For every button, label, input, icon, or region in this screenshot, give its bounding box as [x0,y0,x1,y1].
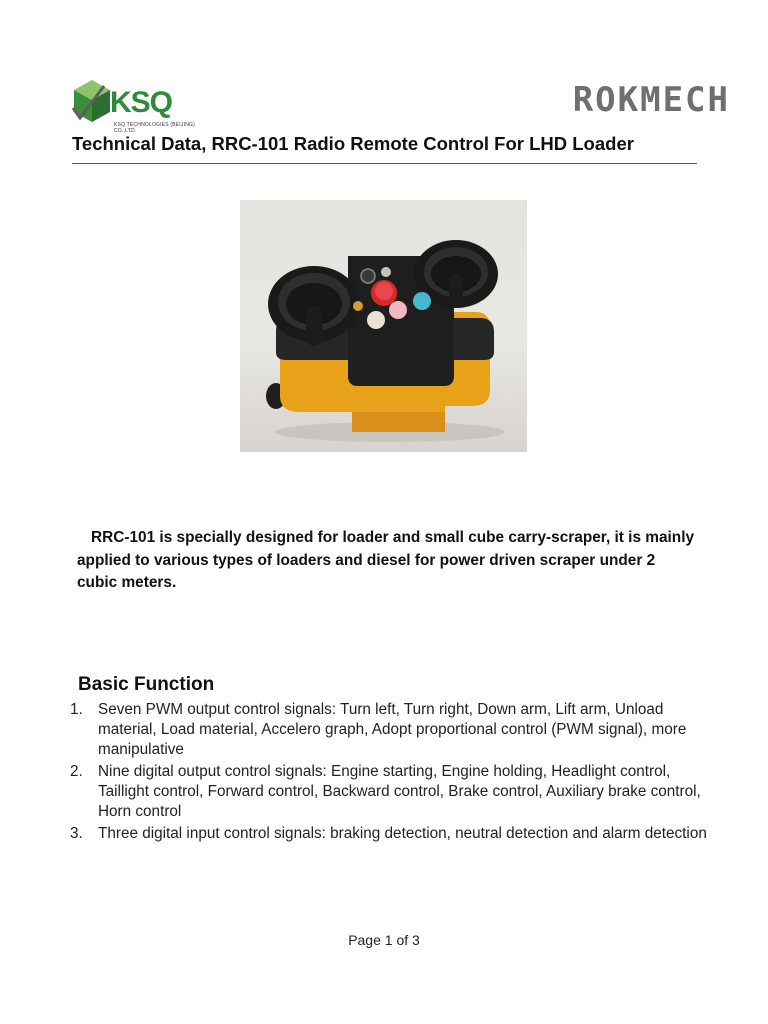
list-item-text: Three digital input control signals: braking detection, neutral detection and alarm detection [98,825,707,842]
product-photo [240,200,527,452]
list-item-text: Seven PWM output control signals: Turn left, Turn right, Down arm, Lift arm, Unload material, Load material, Accelero graph, Adopt proportional control (PWM signal), more manipulative [98,701,687,758]
page-number: Page 1 of 3 [348,932,420,948]
intro-text: RRC-101 is specially designed for loader and small cube carry-scraper, it is mainly applied to various types of loaders and diesel for power driven scraper under 2 cubic meters. [77,529,695,591]
intro-paragraph [77,527,697,595]
list-item-number: 2. [70,763,83,780]
list-item [70,700,710,760]
rokmech-logo: ROKMECH [572,80,730,120]
document-title: Technical Data, RRC-101 Radio Remote Control For LHD Loader [72,133,634,154]
ksq-logo [70,76,210,132]
section-heading: Basic Function [78,674,215,695]
ksq-logo-subtitle: KSQ TECHNOLOGIES (BEIJING) CO.,LTD. [114,122,195,134]
list-item [70,762,710,822]
ksq-cube-icon [72,78,112,124]
remote-control-illustration [240,200,527,452]
title-divider [72,163,697,164]
function-list [70,700,710,846]
list-item-number: 1. [70,701,83,718]
list-item-number: 3. [70,825,83,842]
ksq-logo-text: KSQ [110,86,173,119]
list-item-text: Nine digital output control signals: Engine starting, Engine holding, Headlight control, Taillight control, Forward control, Backward control, Brake control, Auxiliary brake control, Horn control [98,763,701,820]
list-item [70,824,710,844]
